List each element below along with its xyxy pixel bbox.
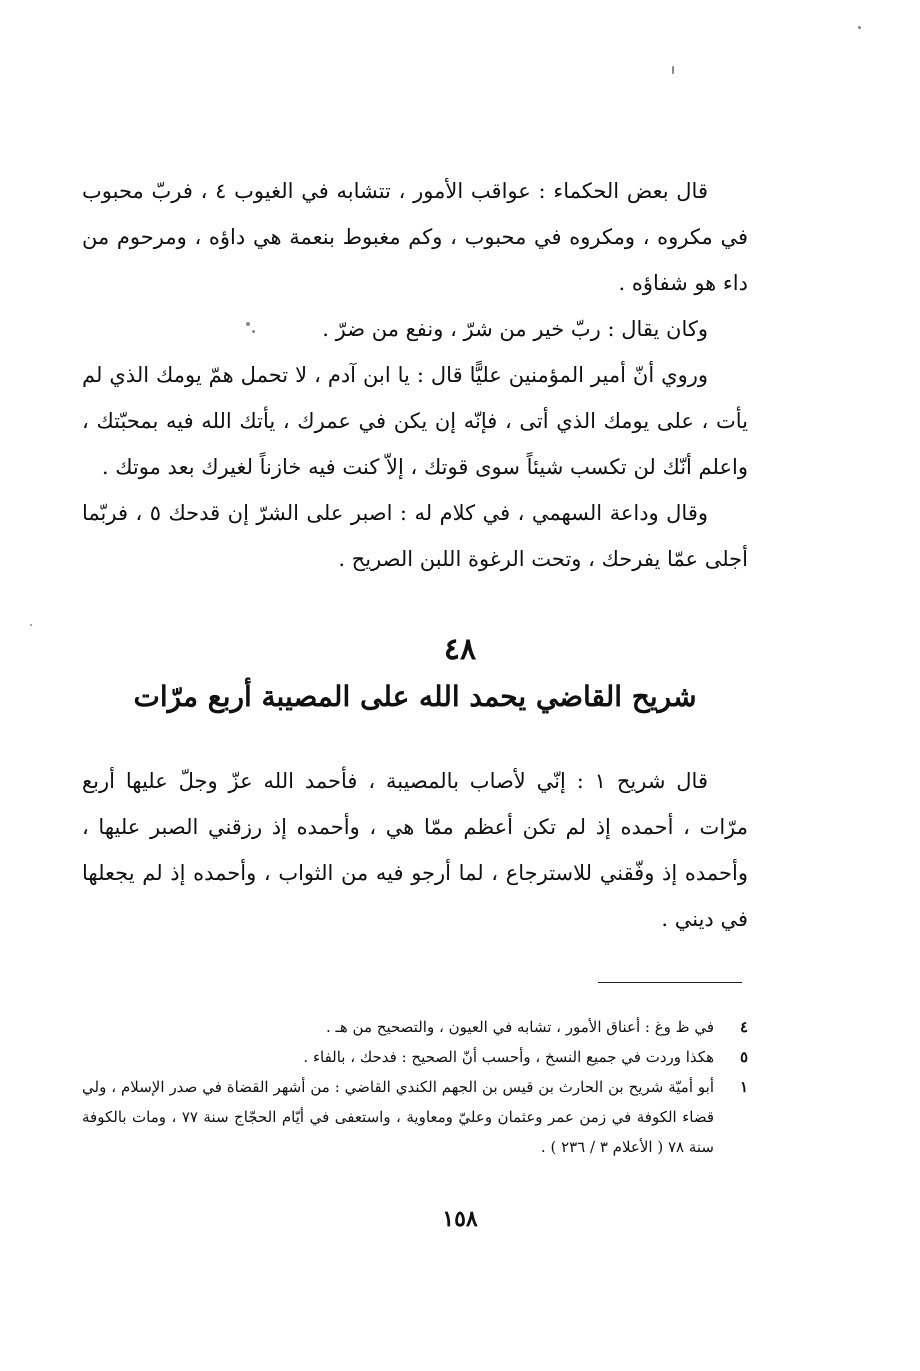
section-title: شريح القاضي يحمد الله على المصيبة أربع مرّات [133, 680, 697, 713]
footnote [82, 1012, 748, 1042]
scan-speck [252, 330, 255, 333]
footnote-text: أبو أميّة شريح بن الحارث بن قيس بن الجهم الكندي القاضي : من أشهر القضاة في صدر الإسلام ، ولي قضاء الكوفة في زمن عمر وعثمان وعليّ ومعاوية ، واستعفى في أيّام الحجّاج سنة ٧٧ ، ومات بالكوفة سنة ٧٨ ( الأعلام ٣ / ٢٣٦ ) . [82, 1078, 714, 1156]
page-number: ١٥٨ [442, 1206, 478, 1232]
passage-wadaa: وقال وداعة السهمي ، في كلام له : اصبر على الشرّ إن قدحك ٥ ، فربّما أجلى عمّا يفرحك ، وتحت الرغوة اللبن الصريح . [82, 501, 748, 571]
footnote-number: ٤ [739, 1018, 748, 1036]
footnote-text: في ظ وغ : أعناق الأمور ، تشابه في العيون ، والتصحيح من هـ . [325, 1018, 714, 1036]
footnotes [82, 1012, 748, 1162]
footnote-number: ١ [739, 1078, 748, 1096]
passage-wisdom: قال بعض الحكماء : عواقب الأمور ، تتشابه في الغيوب ٤ ، فربّ محبوب في مكروه ، ومكروه في محبوب ، وكم مغبوط بنعمة هي داؤه ، ومرحوم من داء هو شفاؤه . [82, 179, 748, 295]
footnote-text: هكذا وردت في جميع النسخ ، وأحسب أنّ الصحيح : فدحك ، بالفاء . [303, 1048, 714, 1066]
section-body [82, 758, 748, 942]
footnote [82, 1042, 748, 1072]
passage-ali: وروي أنّ أمير المؤمنين عليًّا قال : يا ابن آدم ، لا تحمل همّ يومك الذي لم يأت ، على يومك الذي أتى ، فإنّه إن يكن في عمرك ، يأتك الله فيه بمحبّتك ، واعلم أنّك لن تكسب شيئاً سوى قوتك ، إلاّ كنت فيه خازناً لغيرك بعد موتك . [82, 363, 748, 479]
footnote [82, 1072, 748, 1162]
footnote-number: ٥ [739, 1048, 748, 1066]
section-number: ٤٨ [443, 632, 477, 667]
passage-saying: وكان يقال : ربّ خير من شرّ ، ونفع من ضرّ . [322, 317, 708, 341]
scan-speck [858, 26, 861, 29]
scan-speck [30, 624, 32, 626]
section-paragraph: قال شريح ١ : إنّي لأصاب بالمصيبة ، فأحمد الله عزّ وجلّ عليها أربع مرّات ، أحمده إذ لم تكن أعظم ممّا هي ، وأحمده إذ رزقني الصبر عليها ، وأحمده إذ وفّقني للاسترجاع ، لما أرجو فيه من الثواب ، وأحمده إذ لم يجعلها في ديني . [82, 769, 748, 931]
scan-speck [246, 322, 250, 326]
passages-block [82, 168, 748, 582]
scan-speck [672, 66, 674, 74]
footnote-divider [598, 982, 742, 983]
